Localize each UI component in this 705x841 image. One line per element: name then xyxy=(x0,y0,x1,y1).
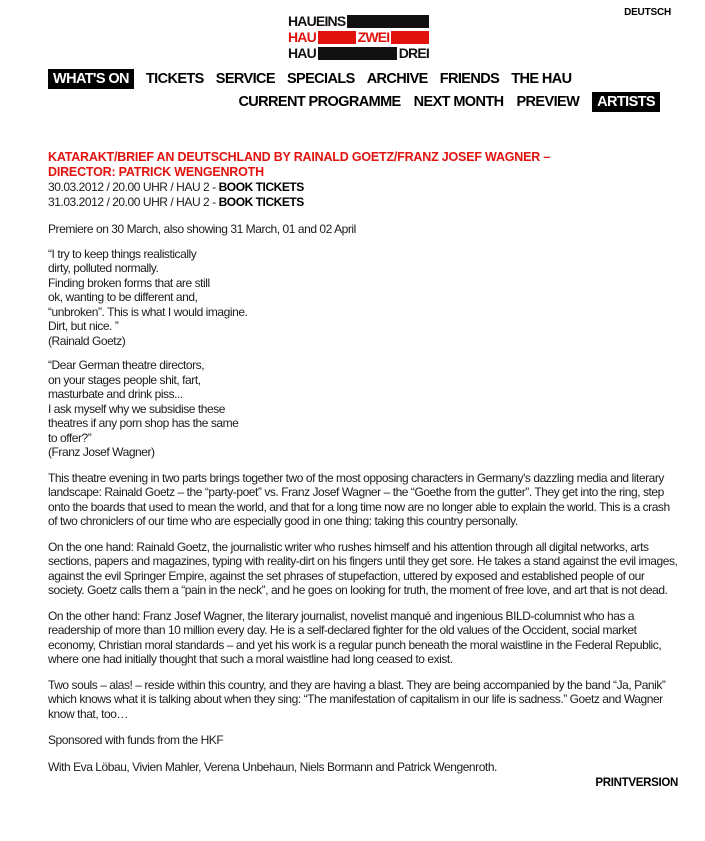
logo-text-haueins: HAUEINS xyxy=(288,13,346,29)
quote-line: theatres if any porn shop has the same xyxy=(48,416,239,430)
body-paragraph: On the one hand: Rainald Goetz, the journalistic writer who rushes himself and his attention through all digital networks, arts sections, papers and magazines, typing with reality-dirt on his fingers until they get sore. He takes a stand against the evil images, against the evil Springer Empire, against the set phrases of stupefaction, uttered by exposed and established people of our society. Goetz calls them a “pain in the neck”, and he goes on looking for truth, the moment of free love, and art that is not dead. xyxy=(48,539,678,597)
printversion-row xyxy=(48,775,678,791)
book-tickets-link[interactable]: BOOK TICKETS xyxy=(218,195,304,209)
logo-text-drei: DREI xyxy=(398,45,429,61)
quote-attribution: (Franz Josef Wagner) xyxy=(48,445,155,459)
quote-line: I ask myself why we subsidise these xyxy=(48,401,225,416)
printversion-link[interactable]: PRINTVERSION xyxy=(595,777,678,789)
logo-block-black xyxy=(318,47,397,60)
article-content xyxy=(48,150,678,791)
quote-line: ok, wanting to be different and, xyxy=(48,290,198,304)
performance-date-row xyxy=(48,180,678,195)
subnav-item-current-programme[interactable]: CURRENT PROGRAMME xyxy=(238,94,401,110)
book-tickets-link[interactable]: BOOK TICKETS xyxy=(218,180,304,194)
quote-line: to offer?” xyxy=(48,430,92,445)
cast-note: With Eva Löbau, Vivien Mahler, Verena Unbehaun, Niels Bormann and Patrick Wengenroth. xyxy=(48,759,497,774)
logo-block-red xyxy=(318,31,356,44)
quote-line: “I try to keep things realistically xyxy=(48,246,197,261)
logo-row-haudrei xyxy=(288,45,429,61)
body-paragraph: On the other hand: Franz Josef Wagner, the literary journalist, novelist manqué and ingenious BILD-columnist who has a readership of more than 10 million every day. He is a self-declared fighter for the old values of the Occident, social market economy, Christian moral standards – and yet his work is a regular punch beneath the moral waistline in the Federal Republic, where one had initially thought that such a moral waistline had long ceased to exist. xyxy=(48,608,662,666)
nav-item-tickets[interactable]: TICKETS xyxy=(145,71,204,87)
quote-line: masturbate and drink piss... xyxy=(48,387,183,401)
quote-line: dirty, polluted normally. xyxy=(48,261,159,275)
logo-text-hau: HAU xyxy=(288,45,316,61)
logo-text-hau: HAU xyxy=(288,29,316,45)
nav-item-friends[interactable]: FRIENDS xyxy=(439,71,500,87)
hau-logo[interactable] xyxy=(288,13,429,61)
quote-line: Finding broken forms that are still xyxy=(48,275,210,290)
body-paragraph: This theatre evening in two parts brings together two of the most opposing characters in Germany's dazzling media and literary landscape: Rainald Goetz – the “party-poet” vs. Franz Josef Wagner – the “Goethe from the gutter”. They get into the ring, step onto the boards that used to mean the world, and that for a long time now are no longer able to explain the world. This is a crash of two chroniclers of our time who are especially good in one thing: taking this country personally. xyxy=(48,470,670,528)
quote-rainald-goetz xyxy=(48,247,678,349)
subnav-item-preview[interactable]: PREVIEW xyxy=(516,94,580,110)
logo-block-black xyxy=(347,15,429,28)
quote-line: “unbroken”. This is what I would imagine. xyxy=(48,304,248,319)
main-nav xyxy=(48,69,571,89)
performance-date: 31.03.2012 / 20.00 UHR / HAU 2 - xyxy=(48,195,219,209)
nav-item-archive[interactable]: ARCHIVE xyxy=(366,71,428,87)
logo-row-haueins xyxy=(288,13,429,29)
subnav-item-next-month[interactable]: NEXT MONTH xyxy=(413,94,504,110)
nav-item-service[interactable]: SERVICE xyxy=(215,71,275,87)
quote-attribution: (Rainald Goetz) xyxy=(48,333,126,348)
sub-nav xyxy=(238,92,660,112)
sponsor-note: Sponsored with funds from the HKF xyxy=(48,733,224,747)
logo-row-hauzwei xyxy=(288,29,429,45)
logo-text-zwei: ZWEI xyxy=(357,29,390,45)
language-link-deutsch[interactable]: DEUTSCH xyxy=(624,7,671,18)
page-title-line2: DIRECTOR: PATRICK WENGENROTH xyxy=(48,165,264,179)
nav-item-whats-on[interactable]: WHAT'S ON xyxy=(48,69,134,89)
nav-item-the-hau[interactable]: THE HAU xyxy=(511,71,572,87)
premiere-note: Premiere on 30 March, also showing 31 March, 01 and 02 April xyxy=(48,222,356,236)
page-title xyxy=(48,150,678,180)
page-title-line1: KATARAKT/BRIEF AN DEUTSCHLAND BY RAINALD GOETZ/FRANZ JOSEF WAGNER – xyxy=(48,150,551,164)
quote-line: on your stages people shit, fart, xyxy=(48,372,201,387)
quote-line: “Dear German theatre directors, xyxy=(48,358,205,372)
performance-date-row xyxy=(48,195,678,210)
body-paragraph: Two souls – alas! – reside within this country, and they are having a blast. They are being accompanied by the band “Ja, Panik” which knows what it is talking about when they sing: “The manifestation of capitalism in our life is sadness.” Goetz and Wagner know that, too… xyxy=(48,677,666,721)
logo-block-red xyxy=(391,31,429,44)
performance-date: 30.03.2012 / 20.00 UHR / HAU 2 - xyxy=(48,180,219,194)
quote-franz-josef-wagner xyxy=(48,358,678,460)
quote-line: Dirt, but nice. ” xyxy=(48,319,119,333)
nav-item-specials[interactable]: SPECIALS xyxy=(286,71,355,87)
subnav-item-artists[interactable]: ARTISTS xyxy=(592,92,660,112)
